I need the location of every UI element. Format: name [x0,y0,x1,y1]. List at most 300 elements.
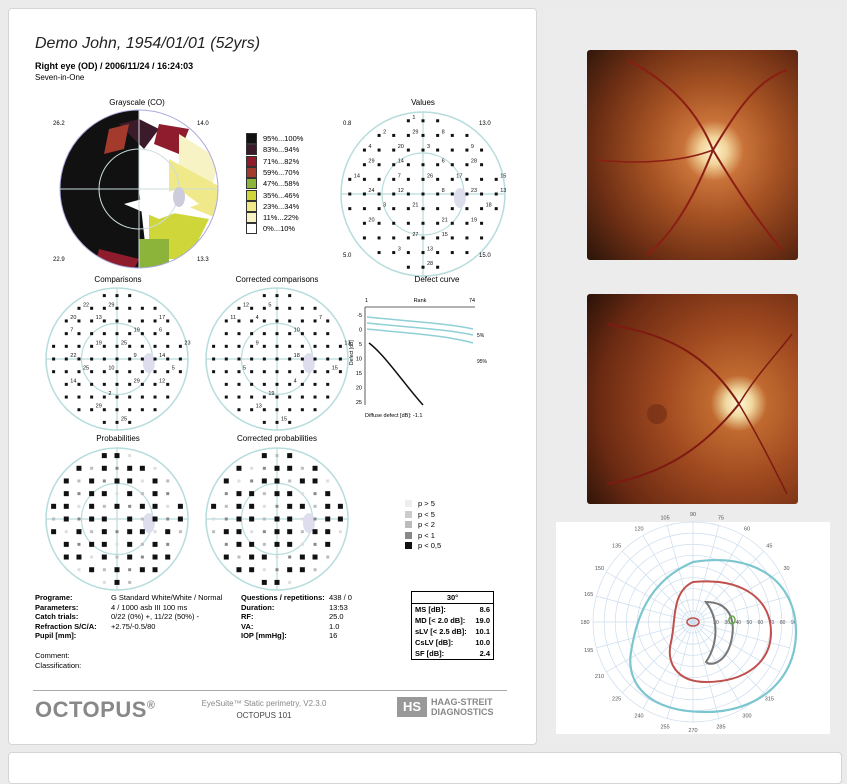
test-point-marker [301,345,304,348]
probability-marker [263,530,266,533]
probability-marker [276,556,279,559]
rank-label: Rank [413,298,427,304]
test-point-marker [116,307,119,310]
legend-item [246,212,299,223]
value-label: 5 [242,365,247,372]
angle-label: 75 [717,515,725,522]
probability-marker [102,453,107,458]
test-point-marker [263,370,266,373]
test-point-marker [128,396,131,399]
probability-marker [249,542,254,547]
probability-marker [249,517,254,522]
value-label: 28 [470,158,478,165]
test-point-marker [166,358,169,361]
test-point-marker [65,396,68,399]
radius-label: 30 [724,620,730,626]
probability-marker [102,529,107,534]
param-row: Parameters: 4 / 1000 asb III 100 ms [35,602,188,612]
probability-marker [128,568,131,571]
test-point-marker [301,332,304,335]
test-point-marker [154,396,157,399]
angle-label: 135 [612,543,622,550]
test-point-marker [378,149,381,152]
test-point-marker [288,294,291,297]
angle-label: 285 [716,724,726,731]
test-point-marker [263,383,266,386]
value-label: 8 [441,129,445,136]
value-label: 21 [412,202,419,209]
retinal-vessels-icon [587,294,798,504]
value-label: 1 [412,114,416,121]
probability-marker [237,556,240,559]
test-point-marker [363,163,366,166]
test-point-marker [288,396,291,399]
probability-marker [77,479,80,482]
probability-marker [90,556,93,559]
test-point-marker [276,383,279,386]
test-point-marker [103,370,106,373]
probability-marker [52,518,55,521]
test-point-marker [141,319,144,322]
probability-marker [64,491,69,496]
value-label: 25 [82,365,90,372]
probability-marker [153,478,158,483]
test-point-marker [103,408,106,411]
probability-marker [116,556,119,559]
stats-row: sLV [< 2.5 dB]: 10.1 [415,627,490,636]
probability-marker [263,492,266,495]
test-point-marker [237,396,240,399]
probability-marker [77,543,80,546]
probability-marker [166,492,169,495]
test-point-marker [65,383,68,386]
test-point-marker [465,193,468,196]
fundus-photo-bottom[interactable] [587,294,798,504]
test-point-marker [77,408,80,411]
test-point-marker [301,307,304,310]
test-point-marker [77,358,80,361]
probability-marker [64,517,69,522]
test-point-marker [250,332,253,335]
values-corner-tl: 0.8 [343,121,352,127]
probability-marker [64,504,69,509]
test-point-marker [465,163,468,166]
test-point-marker [250,319,253,322]
test-point-marker [407,149,410,152]
probability-marker [89,491,94,496]
test-point-marker [436,236,439,239]
test-point-marker [90,332,93,335]
grayscale-corner-tr: 14.0 [197,121,209,127]
probability-marker [225,505,228,508]
param-row: Catch trials: 0/22 (0%) +, 11/22 (50%) - [35,612,200,621]
probability-marker [288,581,291,584]
probabilities-plot [39,445,195,593]
test-point-marker [90,319,93,322]
param-row: Pupil [mm]: [35,631,77,640]
probability-marker [263,505,266,508]
corrected-comparisons-title: Corrected comparisons [235,275,319,284]
probability-marker [314,543,317,546]
test-point-marker [116,358,119,361]
probability-marker [51,529,56,534]
test-point-marker [314,345,317,348]
test-point-marker [237,408,240,411]
test-point-marker [378,222,381,225]
legend-item [246,178,299,189]
probability-marker [89,478,94,483]
test-point-marker [276,408,279,411]
angle-label: 45 [766,543,773,550]
diffuse-defect: Diffuse defect [dB]: -1.1 [365,413,423,419]
test-point-marker [392,251,395,254]
probability-marker [115,504,120,509]
test-point-marker [436,222,439,225]
test-point-marker [103,345,106,348]
legend-swatch [246,190,257,201]
probability-marker [313,529,318,534]
angle-label: 210 [594,674,605,680]
probability-marker [288,479,291,482]
test-point-marker [154,319,157,322]
fundus-photo-top[interactable] [587,50,798,260]
value-label: 22 [70,353,77,359]
bottom-panel [8,752,842,784]
test-point-marker [422,119,425,122]
footer-divider [33,690,507,691]
defect-curve-title: Defect curve [414,275,460,284]
probability-marker [127,491,132,496]
test-point-marker [363,222,366,225]
value-label: 7 [319,314,323,321]
probability-marker [116,530,119,533]
test-point-marker [128,370,131,373]
legend-swatch [246,167,257,178]
test-point-marker [326,332,329,335]
test-point-marker [166,383,169,386]
test-point-marker [128,319,131,322]
test-point-marker [237,307,240,310]
test-point-marker [314,383,317,386]
test-point-marker [422,178,425,181]
test-point-marker [392,193,395,196]
test-point-marker [103,383,106,386]
legend-label: 59%...70% [263,167,300,177]
probability-marker [212,530,215,533]
test-point-marker [154,370,157,373]
test-point-marker [276,345,279,348]
probability-marker [288,556,291,559]
grayscale-plot [49,109,229,279]
probability-marker [249,555,254,560]
probability-marker [313,466,318,471]
test-point-marker [314,408,317,411]
test-point-marker [154,332,157,335]
test-point-marker [90,370,93,373]
normal-mid-curve [367,323,473,335]
probability-marker [64,542,69,547]
test-point-marker [465,251,468,254]
value-label: 14 [353,173,360,180]
rank-start: 1 [365,298,369,304]
probability-marker [313,478,318,483]
value-label: 15 [441,231,448,238]
test-point-marker [363,149,366,152]
test-point-marker [154,408,157,411]
y-tick-label: 5 [358,342,362,348]
value-label: 15 [281,416,288,423]
test-point-marker [436,207,439,210]
haag-streit-logo: HS HAAG-STREIT DIAGNOSTICS [397,697,494,717]
comparisons-title: Comparisons [94,275,142,284]
test-point-marker [179,345,182,348]
value-label: 19 [470,217,478,224]
probability-marker [275,517,280,522]
angle-label: 225 [612,696,622,703]
probability-marker [76,529,81,534]
value-label: 25 [121,340,128,347]
test-point-marker [263,345,266,348]
value-label: 29 [108,302,115,309]
probability-marker [178,517,183,522]
value-label: 2 [108,391,112,398]
angle-label: 300 [742,713,752,720]
probability-marker [236,491,241,496]
test-point-marker [128,383,131,386]
value-label: 29 [412,129,419,136]
probability-marker [64,478,69,483]
test-point-marker [288,307,291,310]
test-point-marker [141,307,144,310]
test-point-marker [301,319,304,322]
probability-marker [76,555,81,560]
test-point-marker [276,294,279,297]
probability-marker [127,517,132,522]
probability-marker [153,491,158,496]
probability-marker [178,504,183,509]
legend-swatch [246,201,257,212]
values-corner-br: 15.0 [479,253,491,259]
test-point-marker [263,408,266,411]
defect-curve-plot [345,285,495,425]
value-label: 9 [470,144,474,151]
probability-marker [236,542,241,547]
value-label: 14 [397,158,404,165]
y-tick-label: 20 [355,385,362,392]
probability-marker [89,504,94,509]
probability-marker [127,478,132,483]
test-point-marker [250,345,253,348]
test-point-marker [128,421,131,424]
legend-item [246,190,299,201]
radius-label: 80 [779,620,786,626]
probability-marker [102,542,107,547]
probability-marker [65,530,68,533]
probability-marker [325,504,330,509]
probability-marker [301,467,304,470]
probability-marker [325,517,330,522]
probability-marker [236,517,241,522]
legend-label: 47%...58% [263,179,300,189]
test-point-marker [77,345,80,348]
probability-marker [249,504,254,509]
value-label: 27 [412,231,419,238]
probability-marker [325,529,330,534]
test-point-marker [128,307,131,310]
angle-label: 165 [584,592,594,599]
test-point-marker [326,345,329,348]
test-point-marker [407,251,410,254]
value-label: 25 [121,416,128,423]
probability-marker [338,517,343,522]
probability-marker [127,466,132,471]
param-row: Duration: 13:53 [241,602,348,612]
param-row: Programe: G Standard White/White / Normal [35,593,223,602]
test-point-marker [348,193,351,196]
legend-item [246,156,299,167]
probability-marker [262,478,267,483]
test-point-marker [141,358,144,361]
probability-marker [153,555,158,560]
value-label: 4 [293,378,297,385]
test-point-marker [436,149,439,152]
probability-marker [115,453,120,458]
retinal-vessels-icon [587,50,798,260]
p-legend-label: p < 1 [418,530,435,540]
normal-95-curve [367,329,473,343]
test-point-marker [116,383,119,386]
test-point-marker [451,149,454,152]
value-label: 20 [397,144,404,151]
test-point-marker [480,193,483,196]
probability-marker [325,542,330,547]
value-label: 29 [368,158,375,165]
corrected-comparisons-plot [199,285,355,433]
exam-info: Right eye (OD) / 2006/11/24 / 16:24:03 [35,61,194,71]
value-label: 12 [242,302,250,309]
test-point-marker [166,332,169,335]
probability-marker [301,518,304,521]
radius-label: 40 [735,620,742,626]
angle-label: 180 [580,620,590,626]
legend-swatch [246,223,257,234]
test-point-marker [301,396,304,399]
test-point-marker [90,358,93,361]
param-row: Refraction S/C/A: +2.75/-0.5/80 [35,621,156,631]
test-point-marker [301,408,304,411]
probability-marker [165,555,170,560]
probability-marker [77,518,80,521]
value-label: 18 [293,353,300,359]
test-point-marker [276,307,279,310]
probability-marker [103,581,106,584]
probability-marker [339,530,342,533]
value-label: 18 [485,202,492,209]
radius-label: 20 [713,620,719,626]
value-label: 2 [383,129,387,136]
test-point-marker [103,421,106,424]
probability-marker [116,467,119,470]
test-point-marker [166,370,169,373]
test-point-marker [90,307,93,310]
probability-marker [326,479,329,482]
test-point-marker [116,294,119,297]
value-label: 12 [159,378,166,385]
value-label: 20 [368,217,375,224]
legend-swatch [246,212,257,223]
probability-marker [141,479,144,482]
test-point-marker [465,222,468,225]
test-point-marker [154,358,157,361]
value-label: 24 [368,188,375,194]
value-label: 22 [82,302,90,309]
values-corner-tr: 13.0 [479,121,491,127]
test-point-marker [166,319,169,322]
test-point-marker [301,370,304,373]
radius-label: 70 [768,620,775,626]
test-point-marker [179,370,182,373]
probability-marker [51,504,56,509]
p-legend-label: p < 5 [418,509,435,519]
probability-marker [275,478,280,483]
value-label: 13 [500,188,507,194]
test-point-marker [288,408,291,411]
angle-label: 60 [743,526,751,533]
y-tick-label: -5 [357,313,362,319]
legend-label: 23%...34% [263,201,300,211]
test-point-marker [314,319,317,322]
test-point-marker [480,149,483,152]
legend-item [246,144,299,155]
test-point-marker [451,251,454,254]
legend-item [246,201,299,212]
probability-marker [263,568,266,571]
test-point-marker [103,396,106,399]
test-point-marker [407,193,410,196]
value-label: 17 [456,173,463,180]
test-point-marker [326,370,329,373]
test-point-marker [225,370,228,373]
radius-label: 60 [757,620,764,626]
label-95: 95% [477,359,488,365]
test-point-marker [288,319,291,322]
test-point-marker [465,236,468,239]
legend-label: 71%...82% [263,156,300,166]
test-point-marker [103,319,106,322]
p-legend-swatch [405,511,412,518]
test-point-marker [166,345,169,348]
legend-swatch [246,156,257,167]
test-point-marker [128,345,131,348]
test-point-marker [378,236,381,239]
angle-label: 270 [688,728,698,734]
test-point-marker [141,345,144,348]
probability-marker [326,556,329,559]
probability-marker [249,491,254,496]
test-point-marker [422,236,425,239]
probability-marker [103,479,106,482]
test-point-marker [363,207,366,210]
test-point-marker [495,207,498,210]
probability-marker [287,567,292,572]
imaging-panel [544,8,840,743]
probability-marker [301,530,304,533]
probability-marker [211,504,216,509]
test-point-marker [65,332,68,335]
kinetic-field-chart [556,512,830,734]
test-point-marker [52,370,55,373]
test-point-marker [451,178,454,181]
